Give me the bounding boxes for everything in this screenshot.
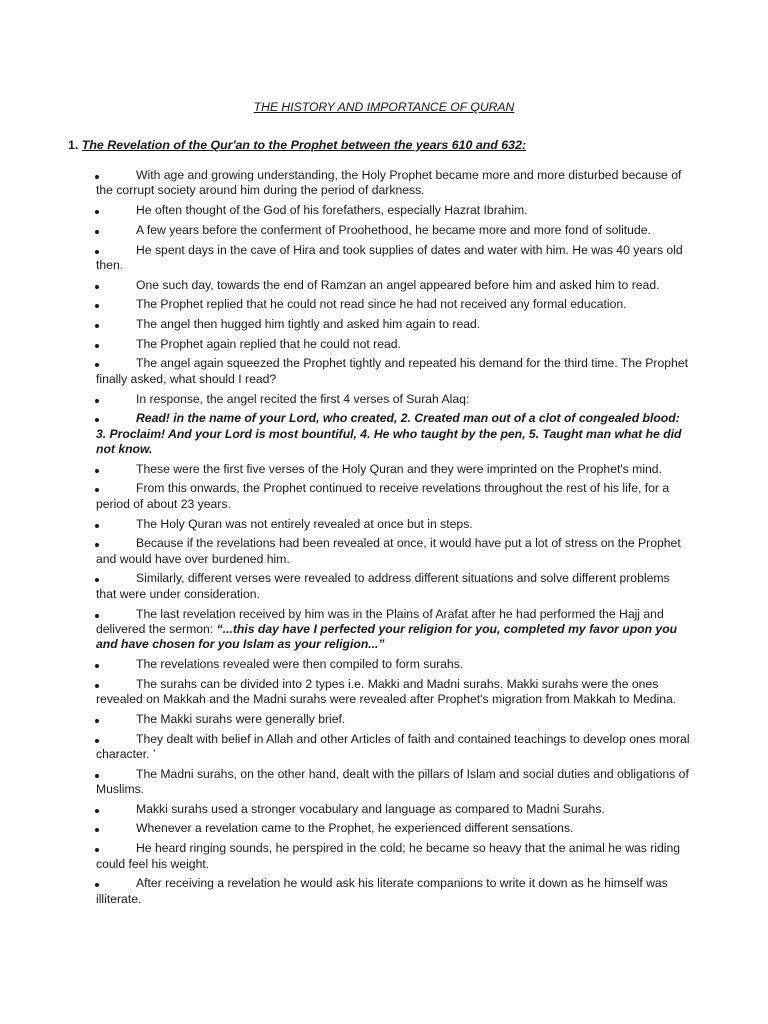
section-number: 1. [68,138,79,152]
bullet-icon [95,883,99,887]
list-item [96,876,690,907]
list-item-text: He spent days in the cave of Hira and took supplies of dates and water with him. He was 40 years old then. [96,242,683,272]
list-item-text: The Holy Quran was not entirely revealed at once but in steps. [136,516,473,531]
list-item-emphasis: Read! in the name of your Lord, who created, 2. Created man out of a clot of congealed blood: 3. Proclaim! And your Lord is most bountiful, 4. He who taught by the pen, 5. Taught man what he did not know. [96,411,682,457]
list-item [96,712,690,727]
list-item-text: He heard ringing sounds, he perspired in the cold; he became so heavy that the animal he was riding could feel his weight. [96,841,681,871]
list-item [96,607,690,653]
list-item [96,223,690,238]
bullet-icon [95,774,99,778]
bullet-icon [95,175,99,179]
bullet-icon [95,809,99,813]
list-item-text: With age and growing understanding, the Holy Prophet became more and more disturbed because of the corrupt society around him during the period of darkness. [96,168,682,198]
list-item-text: Whenever a revelation came to the Prophet, he experienced different sensations. [136,821,574,836]
bullet-icon [95,684,99,688]
bullet-icon [95,418,99,422]
list-item-text: The Prophet again replied that he could not read. [136,336,401,351]
list-item-text: A few years before the conferment of Proohethood, he became more and more fond of solitude. [136,222,651,237]
list-item-text: Similarly, different verses were revealed to address different situations and solve different problems that were under consideration. [96,571,670,601]
list-item-text: These were the first five verses of the Holy Quran and they were imprinted on the Prophet's mind. [136,461,662,476]
list-item [96,278,690,293]
list-item-text: The Prophet replied that he could not read since he had not received any formal education. [136,297,627,312]
bullet-icon [95,578,99,582]
list-item-text: The angel again squeezed the Prophet tightly and repeated his demand for the third time. The Prophet finally asked, what should I read? [96,356,688,386]
list-item-text: The angel then hugged him tightly and asked him again to read. [136,317,481,332]
document-title: THE HISTORY AND IMPORTANCE OF QURAN [253,100,515,114]
bullet-icon [95,324,99,328]
list-item-text: From this onwards, the Prophet continued to receive revelations throughout the rest of his life, for a period of about 23 years. [96,481,670,511]
bullet-icon [95,230,99,234]
list-item [96,243,690,274]
bullet-icon [95,469,99,473]
list-item [96,297,690,312]
bullet-icon [95,739,99,743]
list-item-text: The Makki surahs were generally brief. [136,711,346,726]
bullet-icon [95,250,99,254]
section-heading [68,138,526,153]
list-item-text: The Madni surahs, on the other hand, dealt with the pillars of Islam and social duties and obligations of Muslims. [96,766,689,797]
bullet-icon [95,543,99,547]
list-item [96,767,690,798]
list-item-text: Makki surahs used a stronger vocabulary and language as compared to Madni Surahs. [136,801,605,816]
list-item [96,841,690,872]
list-item [96,732,690,763]
bullet-icon [95,524,99,528]
list-item [96,517,690,532]
bullet-icon [95,304,99,308]
list-item-text: In response, the angel recited the first 4 verses of Surah Alaq: [136,391,470,406]
list-item-text: They dealt with belief in Allah and other Articles of faith and contained teachings to develop ones moral character. ’ [96,731,690,761]
list-item-text: Because if the revelations had been revealed at once, it would have put a lot of stress on the Prophet and would have over burdened him. [96,536,681,566]
list-item [96,657,690,672]
list-item [96,203,690,218]
list-item-text: The surahs can be divided into 2 types i.e. Makki and Madni surahs. Makki surahs were the ones revealed on Makkah and the Madni surahs were revealed after Prophet's migration from Makkah to Medina. [96,676,677,707]
list-item [96,168,690,199]
bullet-icon [95,344,99,348]
bullet-icon [95,363,99,367]
list-item-emphasis: “...this day have I perfected your religion for you, completed my favor upon you and have chosen for you Islam as your religion...” [96,621,678,652]
list-item-text: One such day, towards the end of Ramzan an angel appeared before him and asked him to read. [136,277,660,292]
list-item [96,337,690,352]
section-heading-text: The Revelation of the Qur'an to the Prophet between the years 610 and 632: [81,138,527,152]
list-item-text: He often thought of the God of his forefathers, especially Hazrat Ibrahim. [136,203,528,218]
bullet-icon [95,210,99,214]
bullet-icon [95,828,99,832]
bullet-icon [95,664,99,668]
list-item [96,536,690,567]
list-item-text: The last revelation received by him was in the Plains of Arafat after he had performed the Hajj and delivered the sermon: [96,606,664,636]
bullet-icon [95,399,99,403]
list-item [96,356,690,387]
list-item [96,411,690,457]
list-item [96,462,690,477]
bullet-icon [95,285,99,289]
list-item [96,392,690,407]
list-item [96,821,690,836]
bullet-icon [95,614,99,618]
list-item [96,802,690,817]
list-item-text: The revelations revealed were then compiled to form surahs. [136,657,464,672]
bullet-icon [95,488,99,492]
bullet-icon [95,848,99,852]
list-item [96,481,690,512]
bullet-icon [95,719,99,723]
list-item [96,571,690,602]
list-item [96,317,690,332]
list-item-text: After receiving a revelation he would ask his literate companions to write it down as he himself was illiterate. [96,876,668,906]
bullet-list [96,168,690,911]
list-item [96,677,690,708]
